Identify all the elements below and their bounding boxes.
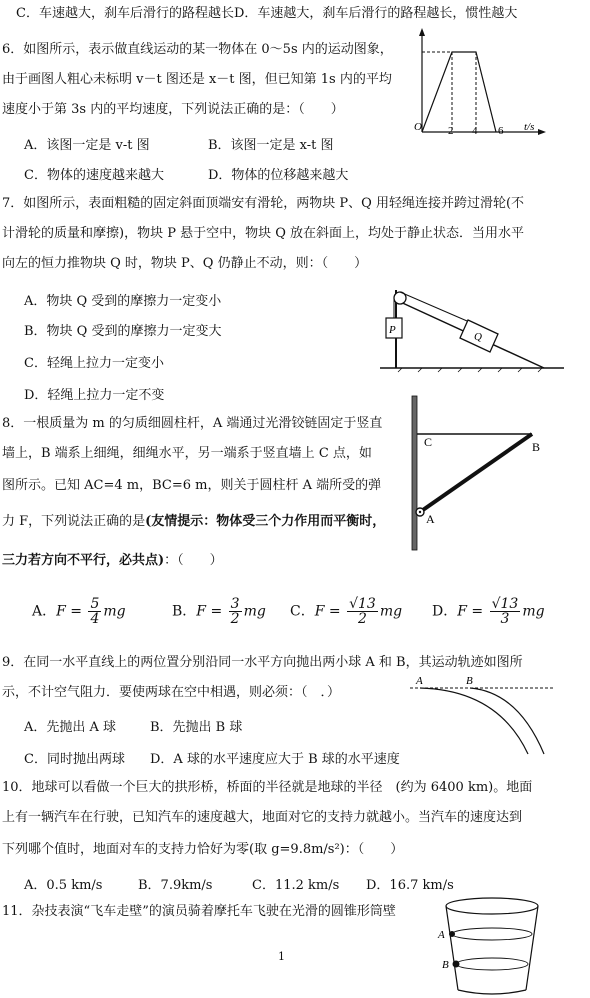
q8-option-b: B．F = $\frac{3}{2}$ mg	[172, 596, 266, 627]
q6-graph-xlabel: t/s	[524, 121, 535, 133]
q7-option-b: B．物块 Q 受到的摩擦力一定变大	[24, 324, 222, 339]
q8-point-c-label: C	[424, 435, 433, 449]
q8-option-c: C．F = $\frac{√13}{2}$ mg	[290, 596, 403, 627]
q8-option-a: A．F = $\frac{5}{4}$ mg	[32, 596, 126, 627]
q11-cone-figure	[436, 894, 546, 998]
q9-option-d: D．A 球的水平速度应大于 B 球的水平速度	[150, 752, 400, 767]
q8-line-1: 8．一根质量为 m 的匀质细圆柱杆，A 端通过光滑铰链固定于竖直	[2, 416, 383, 431]
page-number: 1	[278, 950, 285, 963]
q6-graph-tick-6: 6	[498, 125, 504, 137]
q8-line-2: 墙上，B 端系上细绳，细绳水平，另一端系于竖直墙上 C 点，如	[2, 446, 372, 461]
q9-line-2: 示，不计空气阻力．要使两球在空中相遇，则必须：（ ．）	[2, 685, 341, 700]
q8-rod-figure	[408, 394, 558, 554]
q6-option-c: C．物体的速度越来越大	[24, 168, 164, 183]
question5-tail-line: C．车速越大，刹车后滑行的路程越长D．车速越大，刹车后滑行的路程越长，惯性越大	[16, 6, 518, 21]
q7-line-3: 向左的恒力推物块 Q 时，物块 P、Q 仍静止不动，则：（ ）	[2, 256, 368, 271]
q10-line-2: 上有一辆汽车在行驶，已知汽车的速度越大，地面对它的支持力就越小。当汽车的速度达到	[2, 810, 523, 825]
q9-trajectory-figure	[408, 676, 558, 756]
q10-line-1: 10．地球可以看做一个巨大的拱形桥，桥面的半径就是地球的半径 (约为 6400 km)。地面	[2, 780, 533, 795]
q8-point-a-label: A	[426, 512, 435, 526]
q9-ball-b-label: B	[466, 675, 473, 687]
q6-graph-origin: O	[414, 121, 422, 133]
q11-point-a-label: A	[438, 929, 445, 941]
q8-option-d: D．F = $\frac{√13}{3}$ mg	[432, 596, 545, 627]
q10-line-3: 下列哪个值时，地面对车的支持力恰好为零(取 g=9.8m/s²)：（ ）	[2, 842, 404, 857]
q9-option-b: B．先抛出 B 球	[150, 720, 243, 735]
q6-motion-graph	[412, 28, 562, 140]
q10-option-d: D．16.7 km/s	[366, 878, 454, 893]
q6-line-1: 6．如图所示，表示做直线运动的某一物体在 0～5s 内的运动图象，	[2, 42, 393, 57]
q9-ball-a-label: A	[416, 675, 423, 687]
q8-line-4-wrap	[2, 514, 385, 530]
q10-option-b: B．7.9km/s	[138, 878, 213, 893]
q6-graph-tick-2: 2	[448, 125, 454, 137]
q6-option-a: A．该图一定是 v-t 图	[24, 138, 150, 153]
q9-option-c: C．同时抛出两球	[24, 752, 125, 767]
q10-option-a: A．0.5 km/s	[24, 878, 103, 893]
q8-point-b-label: B	[532, 440, 541, 454]
q11-line-1: 11．杂技表演“飞车走壁”的演员骑着摩托车飞驶在光滑的圆锥形筒壁	[2, 904, 396, 919]
q7-line-2: 计滑轮的质量和摩擦)，物块 P 悬于空中，物块 Q 放在斜面上，均处于静止状态．当用水平	[2, 226, 525, 241]
q6-line-3: 速度小于第 3s 内的平均速度，下列说法正确的是：（ ）	[2, 102, 344, 117]
q7-block-q-label: Q	[474, 331, 482, 343]
q6-option-d: D．物体的位移越来越大	[208, 168, 349, 183]
q7-incline-figure	[378, 284, 568, 374]
q9-line-1: 9．在同一水平直线上的两位置分别沿同一水平方向抛出两小球 A 和 B，其运动轨迹如图所	[2, 655, 523, 670]
q8-hint: (友情提示：物体受三个力作用而平衡时，	[145, 514, 386, 529]
q8-hint-2: 三力若方向不平行，必共点)	[2, 553, 165, 568]
q7-line-1: 7．如图所示，表面粗糙的固定斜面顶端安有滑轮，两物块 P、Q 用轻绳连接并跨过滑轮(不	[2, 196, 525, 211]
q7-block-p-label: P	[389, 324, 396, 336]
q11-point-b-label: B	[442, 959, 449, 971]
q6-graph-tick-4: 4	[472, 125, 478, 137]
q8-line-3: 图所示。已知 AC=4 m，BC=6 m，则关于圆柱杆 A 端所受的弹	[2, 478, 382, 493]
q10-option-c: C．11.2 km/s	[252, 878, 340, 893]
q9-option-a: A．先抛出 A 球	[24, 720, 117, 735]
q6-line-2: 由于画图人粗心未标明 v－t 图还是 x－t 图，但已知第 1s 内的平均	[2, 72, 392, 87]
q8-hint-tail: ：（ ）	[164, 553, 223, 568]
q7-option-c: C．轻绳上拉力一定变小	[24, 356, 164, 371]
q7-option-d: D．轻绳上拉力一定不变	[24, 388, 165, 403]
q8-line-5-wrap	[2, 553, 223, 569]
q8-line-4: 力 F，下列说法正确的是	[2, 514, 146, 529]
q6-option-b: B．该图一定是 x-t 图	[208, 138, 334, 153]
q7-option-a: A．物块 Q 受到的摩擦力一定变小	[24, 294, 222, 309]
